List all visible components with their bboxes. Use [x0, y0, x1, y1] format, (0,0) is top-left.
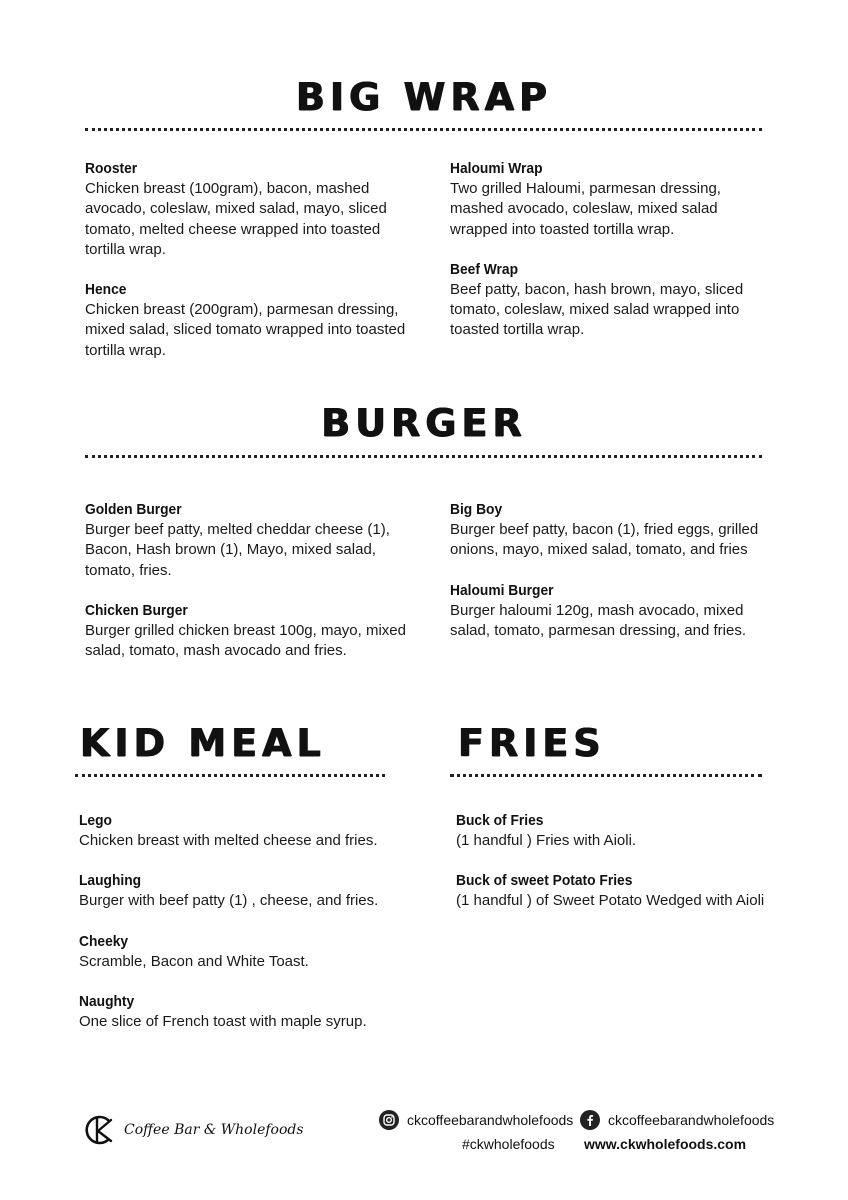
item-name: Rooster	[85, 160, 138, 177]
menu-item	[85, 280, 415, 361]
item-description: Chicken breast (100gram), bacon, mashed avocado, coleslaw, mixed salad, mayo, sliced tomato, melted cheese wrapped into toasted tortilla wrap.	[85, 180, 387, 258]
item-description: Two grilled Haloumi, parmesan dressing, mashed avocado, coleslaw, mixed salad wrapped into toasted tortilla wrap.	[450, 180, 721, 238]
divider	[75, 774, 385, 777]
menu-item	[450, 260, 760, 341]
item-name: Big Boy	[450, 501, 503, 518]
item-description: Burger beef patty, bacon (1), fried eggs, grilled onions, mayo, mixed salad, tomato, and fries	[450, 521, 759, 559]
item-name: Buck of Fries	[456, 812, 544, 829]
item-name: Hence	[85, 281, 127, 299]
fries-column	[456, 811, 796, 932]
item-description: Burger with beef patty (1) , cheese, and fries.	[79, 892, 379, 910]
menu-item	[85, 500, 415, 581]
item-name: Laughing	[79, 872, 142, 890]
instagram-label: ckcoffeebarandwholefoods	[407, 1112, 574, 1128]
item-name: Cheeky	[79, 932, 129, 950]
item-description: Burger grilled chicken breast 100g, mayo, mixed salad, tomato, mash avocado and fries.	[85, 621, 406, 660]
menu-item	[456, 811, 796, 851]
menu-item	[450, 500, 770, 561]
menu-item	[79, 992, 419, 1032]
item-description: (1 handful ) Fries with Aioli.	[456, 832, 637, 849]
item-name: Naughty	[79, 992, 135, 1010]
item-name: Haloumi Wrap	[450, 160, 543, 177]
menu-item	[85, 159, 415, 260]
item-description: Scramble, Bacon and White Toast.	[79, 952, 309, 970]
menu-item	[456, 871, 796, 911]
menu-item	[79, 871, 419, 911]
item-description: (1 handful ) of Sweet Potato Wedged with Aioli	[456, 892, 765, 910]
hashtag: #ckwholefoods	[462, 1136, 555, 1152]
item-description: Beef patty, bacon, hash brown, mayo, sliced tomato, coleslaw, mixed salad wrapped into toasted tortilla wrap.	[450, 280, 744, 339]
menu-item	[85, 601, 415, 662]
item-name: Golden Burger	[85, 501, 182, 518]
brand-name: Coffee Bar & Wholefoods	[124, 1122, 304, 1138]
facebook-icon	[580, 1110, 600, 1130]
instagram-handle[interactable]	[379, 1110, 573, 1130]
burger-right-column	[450, 500, 770, 661]
facebook-label: ckcoffeebarandwholefoods	[608, 1112, 775, 1128]
burger-left-column	[85, 500, 415, 681]
big-wrap-left-column	[85, 159, 415, 381]
item-description: Chicken breast with melted cheese and fries.	[79, 832, 378, 849]
big-wrap-right-column	[450, 159, 760, 361]
item-name: Haloumi Burger	[450, 581, 554, 599]
item-name: Chicken Burger	[85, 601, 188, 619]
menu-item	[450, 581, 770, 642]
menu-item	[450, 159, 760, 240]
kid-meal-column	[79, 811, 419, 1052]
section-title-fries: FRIES	[458, 721, 606, 765]
divider	[85, 128, 762, 131]
menu-item	[79, 811, 419, 851]
item-name: Buck of sweet Potato Fries	[456, 872, 633, 890]
instagram-icon	[379, 1110, 399, 1130]
divider	[450, 774, 762, 777]
item-description: One slice of French toast with maple syrup.	[79, 1012, 367, 1030]
divider	[85, 455, 762, 458]
section-title-big-wrap: BIG WRAP	[296, 75, 552, 119]
section-title-burger: BURGER	[321, 401, 527, 445]
item-description: Chicken breast (200gram), parmesan dressing, mixed salad, sliced tomato wrapped into toasted tortilla wrap.	[85, 301, 406, 359]
item-name: Beef Wrap	[450, 260, 519, 278]
facebook-handle[interactable]	[580, 1110, 774, 1130]
website-link[interactable]: www.ckwholefoods.com	[584, 1136, 747, 1152]
brand-logo	[82, 1112, 304, 1148]
section-title-kid-meal: KID MEAL	[80, 721, 326, 765]
item-name: Lego	[79, 812, 112, 829]
item-description: Burger haloumi 120g, mash avocado, mixed salad, tomato, parmesan dressing, and fries.	[450, 601, 746, 639]
item-description: Burger beef patty, melted cheddar cheese (1), Bacon, Hash brown (1), Mayo, mixed salad, tomato, fries.	[85, 521, 390, 579]
menu-item	[79, 932, 419, 972]
ck-logo-icon	[82, 1112, 118, 1148]
